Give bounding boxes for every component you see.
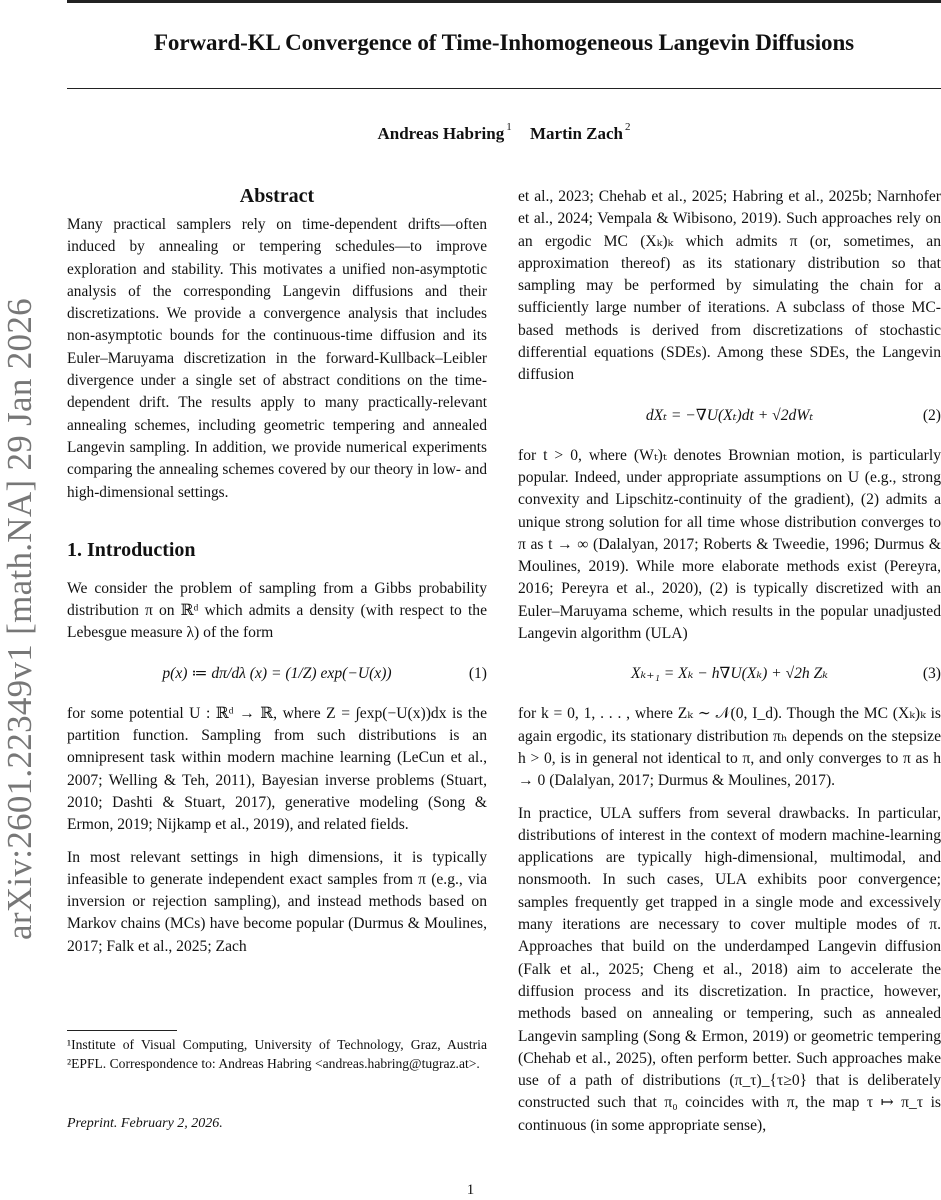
page-number: 1 [466, 1182, 475, 1198]
right-paragraph-2: for t > 0, where (Wₜ)ₜ denotes Brownian motion, is particularly popular. Indeed, under appropriate assumptions on U (e.g., strong convexity and Lipschitz-continuity of the gradient), (2) admits a unique strong solution for all time whose distribution converges to π as t → ∞ (Dalalyan, 2017; Roberts & Tweedie, 1996; Durmus & Moulines, 2019). While more elaborate methods exist (Pereyra, 2016; Pereyra et al., 2020), (2) is typically discretized with an Euler–Maruyama scheme, which results in the popular unadjusted Langevin algorithm (ULA) [518, 446, 941, 643]
title-rule [67, 88, 941, 89]
equation-3-number: (3) [922, 665, 941, 683]
equation-2-body: dXₜ = −∇U(Xₜ)dt + √2dWₜ [645, 406, 814, 424]
right-paragraph-3: for k = 0, 1, . . . , where Zₖ ∼ 𝒩(0, I_d). Though the MC (Xₖ)ₖ is again ergodic, its stationary distribution πₕ depends on the stepsize h > 0, is in general not identical to π, and only converges to π as h → 0 (Dalalyan, 2017; Durmus & Moulines, 2017). [518, 705, 941, 790]
right-paragraph-4: In practice, ULA suffers from several drawbacks. In particular, distributions of interest in the context of modern machine-learning applications are typically high-dimensional, multimodal, and nonsmooth. In such cases, ULA exhibits poor convergence; samples frequently get trapped in a single mode and excessively many iterations are necessary to cover multiple modes of π. Approaches that build on the underdamped Langevin diffusion (Falk et al., 2025; Cheng et al., 2018) aim to accelerate the diffusion process and its discretization. In practice, however, methods based on annealing or tempering, such as annealed Langevin sampling (Song & Ermon, 2019) or geometric tempering (Chehab et al., 2025), often perform better. Such approaches make use of a path of distributions (π_τ)_{τ≥0} that is deliberately constructed such that π₀ coincides with π, the map τ ↦ π_τ is continuous (in some appropriate sense), [518, 804, 941, 1134]
equation-1-body: p(x) ≔ dπ/dλ (x) = (1/Z) exp(−U(x)) [162, 664, 392, 682]
equation-2-number: (2) [922, 406, 941, 424]
intro-paragraph-2: for some potential U : ℝᵈ → ℝ, where Z = ∫exp(−U(x))dx is the partition function. Sampling from such distributions is an omnipresent task within modern machine learning (LeCun et al., 2007; Welling & Teh, 2011), Bayesian inverse problems (Stuart, 2010; Dashti & Stuart, 2017), generative modeling (Song & Ermon, 2019; Nijkamp et al., 2019), and related fields. [67, 704, 487, 834]
intro-paragraph-1: We consider the problem of sampling from a Gibbs probability distribution π on ℝᵈ which admits a density (with respect to the Lebesgue measure λ) of the form [67, 579, 487, 642]
affiliation-footnote: ¹Institute of Visual Computing, University of Technology, Graz, Austria ²EPFL. Correspondence to: Andreas Habring <andreas.habring@tugraz.at>. [67, 1037, 487, 1071]
affiliation-mark: 1 [506, 121, 512, 133]
abstract-text: Many practical samplers rely on time-dependent drifts—often induced by annealing or tempering schedules—to improve exploration and stability. This motivates a unified non-asymptotic analysis of the corresponding Langevin diffusions and their discretizations. We provide a convergence analysis that includes non-asymptotic bounds for the continuous-time diffusion and its Euler–Maruyama discretization in the forward-Kullback–Leibler divergence under a single set of abstract conditions on the time-dependent drift. The results apply to many practically-relevant annealing schemes, including geometric tempering and annealed Langevin sampling. In addition, we provide numerical experiments comparing the annealing schemes covered by our theory in low- and high-dimensional settings. [67, 216, 487, 501]
preprint-note: Preprint. February 2, 2026. [67, 1116, 223, 1131]
equation-3 [518, 655, 941, 693]
affiliation-mark: 2 [625, 121, 631, 133]
equation-2 [518, 397, 941, 435]
abstract-heading: Abstract [239, 185, 315, 207]
arxiv-stamp: arXiv:2601.22349v1 [math.NA] 29 Jan 2026 [0, 298, 39, 940]
left-column [67, 184, 487, 958]
right-column [518, 186, 941, 1137]
author-list [67, 121, 941, 144]
equation-1-number: (1) [468, 664, 487, 682]
intro-paragraph-3: In most relevant settings in high dimensions, it is typically infeasible to generate independent exact samples from π (e.g., via inversion or rejection sampling), and instead methods based on Markov chains (MCs) have become popular (Durmus & Moulines, 2017; Falk et al., 2025; Zach [67, 848, 487, 955]
section-heading-introduction: 1. Introduction [67, 538, 196, 561]
top-rule [67, 0, 941, 3]
author-name: Martin Zach [529, 124, 624, 143]
footnote-rule [67, 1030, 177, 1031]
equation-1 [67, 655, 487, 693]
author-name: Andreas Habring [377, 124, 505, 143]
equation-3-body: Xₖ₊₁ = Xₖ − h∇U(Xₖ) + √2h Zₖ [631, 665, 828, 683]
right-paragraph-1: et al., 2023; Chehab et al., 2025; Habring et al., 2025b; Narnhofer et al., 2024; Vempala & Wibisono, 2019). Such approaches rely on an ergodic MC (Xₖ)ₖ which admits π (or, sometimes, an approximation thereof) as its stationary distribution so that sampling may be performed by simulating the chain for a sufficiently large number of iterations. A subclass of those MC-based methods is derived from discretizations of stochastic differential equations (SDEs). Among these SDEs, the Langevin diffusion [518, 188, 941, 384]
paper-title: Forward-KL Convergence of Time-Inhomogeneous Langevin Diffusions [153, 30, 855, 55]
